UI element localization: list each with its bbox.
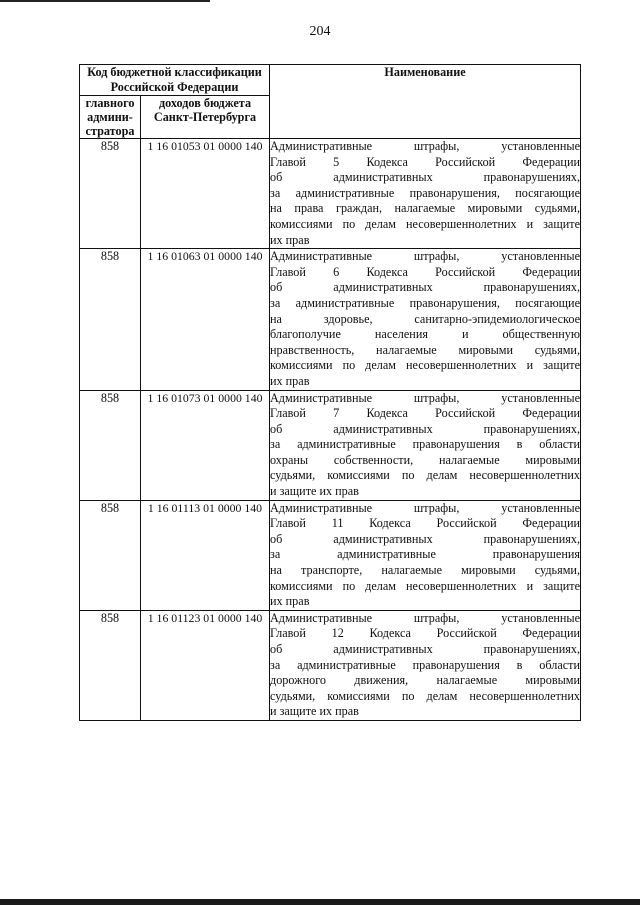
name-line: на здоровье, санитарно-эпидемиологическое	[270, 311, 580, 326]
table-row	[80, 390, 581, 500]
name-line: об административных правонарушениях,	[270, 280, 580, 295]
name-line: дорожного движения, налагаемые мировыми	[270, 673, 580, 688]
income-code-cell: 1 16 01063 01 0000 140	[141, 249, 270, 390]
name-line: Главой 12 Кодекса Российской Федерации	[270, 626, 580, 641]
name-cell	[270, 139, 581, 249]
name-line: и защите их прав	[270, 484, 359, 499]
scan-edge-line	[0, 0, 210, 2]
header-main-administrator: главного админи-стратора	[80, 96, 141, 139]
header-name: Наименование	[270, 65, 581, 139]
name-line: судьями, комиссиями по делам несовершеннолетних	[270, 468, 580, 483]
name-cell	[270, 249, 581, 390]
name-line: Административные штрафы, установленные	[270, 610, 580, 625]
name-line: их прав	[270, 373, 310, 388]
income-code-cell: 1 16 01113 01 0000 140	[141, 500, 270, 610]
table-row	[80, 610, 581, 720]
income-code-cell: 1 16 01073 01 0000 140	[141, 390, 270, 500]
name-line: на права граждан, налагаемые мировыми судьями,	[270, 201, 580, 216]
name-line: их прав	[270, 594, 310, 609]
name-line: и защите их прав	[270, 704, 359, 719]
name-line: за административные правонарушения, посягающие	[270, 185, 580, 200]
admin-code-cell: 858	[80, 139, 141, 249]
name-line: Главой 7 Кодекса Российской Федерации	[270, 406, 580, 421]
name-line: об административных правонарушениях,	[270, 170, 580, 185]
income-code-cell: 1 16 01123 01 0000 140	[141, 610, 270, 720]
name-line: Главой 6 Кодекса Российской Федерации	[270, 264, 580, 279]
name-line: об административных правонарушениях,	[270, 531, 580, 546]
income-code-cell: 1 16 01053 01 0000 140	[141, 139, 270, 249]
name-line: охраны собственности, налагаемые мировыми	[270, 452, 580, 467]
name-line: комиссиями по делам несовершеннолетних и защите	[270, 216, 580, 231]
name-line: Административные штрафы, установленные	[270, 139, 580, 153]
name-line: об административных правонарушениях,	[270, 421, 580, 436]
admin-code-cell: 858	[80, 390, 141, 500]
name-line: нравственность, налагаемые мировыми судьями,	[270, 342, 580, 357]
name-line: об административных правонарушениях,	[270, 642, 580, 656]
page-number: 204	[309, 24, 331, 39]
table-row	[80, 249, 581, 390]
name-line: судьями, комиссиями по делам несовершеннолетних	[270, 688, 580, 703]
admin-code-cell: 858	[80, 249, 141, 390]
admin-code-cell: 858	[80, 610, 141, 720]
table-body	[80, 139, 581, 721]
table-row	[80, 139, 581, 249]
name-line: комиссиями по делам несовершеннолетних и защите	[270, 578, 580, 593]
name-cell	[270, 500, 581, 610]
name-line: за административные правонарушения	[270, 547, 580, 562]
name-line: за административные правонарушения, посягающие	[270, 295, 580, 310]
header-budget-code-group: Код бюджетной классификации Российской Федерации	[80, 65, 270, 96]
name-line: Главой 11 Кодекса Российской Федерации	[270, 516, 580, 531]
name-line: их прав	[270, 232, 310, 247]
name-line: Административные штрафы, установленные	[270, 500, 580, 515]
name-line: Главой 5 Кодекса Российской Федерации	[270, 154, 580, 169]
name-cell	[270, 390, 581, 500]
name-cell	[270, 610, 581, 720]
admin-code-cell: 858	[80, 500, 141, 610]
scan-bottom-edge	[0, 899, 640, 905]
name-line: благополучие населения и общественную	[270, 327, 580, 342]
name-line: за административные правонарушения в области	[270, 657, 580, 672]
name-line: за административные правонарушения в области	[270, 437, 580, 452]
name-line: Административные штрафы, установленные	[270, 249, 580, 264]
table-row	[80, 500, 581, 610]
table-header-row	[80, 65, 581, 96]
name-line: комиссиями по делам несовершеннолетних и защите	[270, 358, 580, 373]
budget-classification-table	[79, 64, 581, 721]
name-line: на транспорте, налагаемые мировыми судьями,	[270, 563, 580, 578]
header-income-code: доходов бюджета Санкт-Петербурга	[141, 96, 270, 139]
name-line: Административные штрафы, установленные	[270, 390, 580, 405]
